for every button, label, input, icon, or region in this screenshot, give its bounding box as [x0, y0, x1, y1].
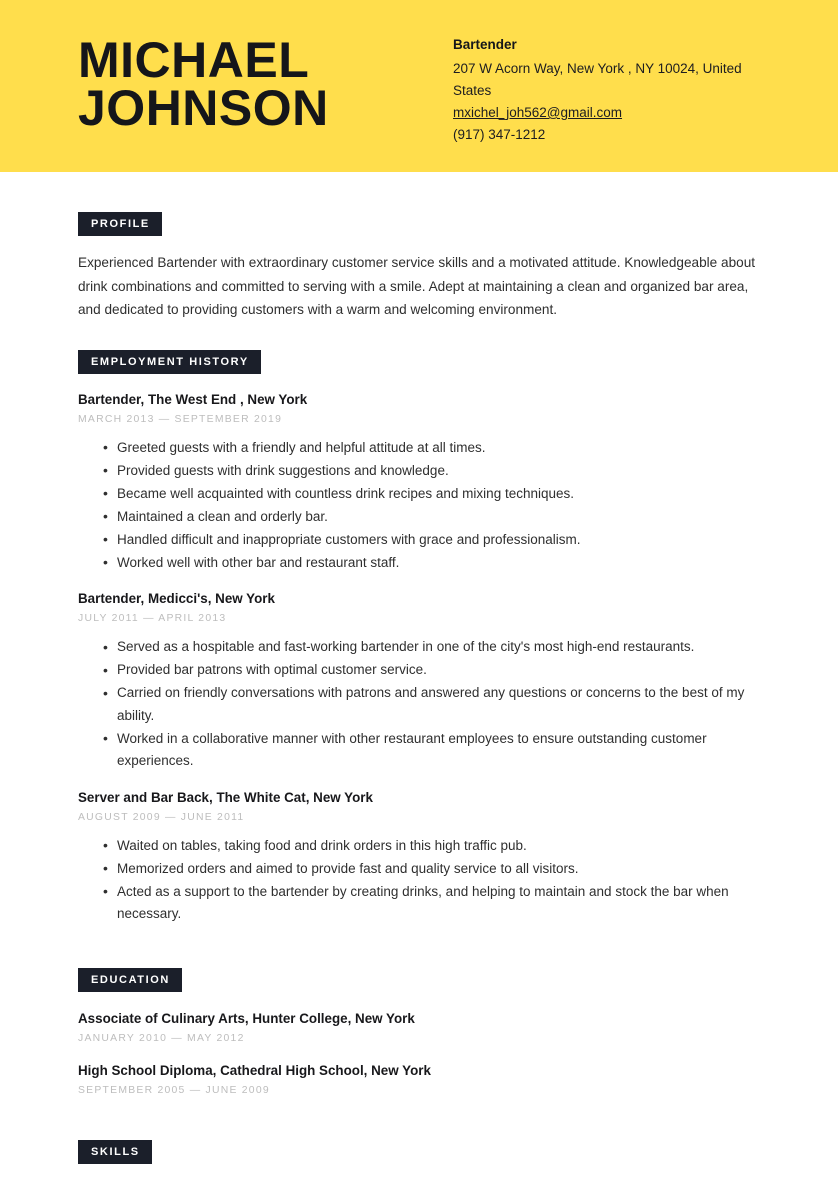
employment-entry: [78, 789, 760, 926]
education-entry-date: JANUARY 2010 — MAY 2012: [78, 1032, 245, 1044]
resume-header-band: [0, 0, 838, 172]
section-skills: [78, 1140, 760, 1204]
list-item: • Provided guests with drink suggestions and knowledge.: [103, 460, 760, 483]
resume-body: [0, 212, 838, 1204]
education-entry-date: SEPTEMBER 2005 — JUNE 2009: [78, 1084, 270, 1096]
section-education: [78, 968, 760, 1098]
name-last: JOHNSON: [78, 80, 329, 136]
contact-email-link[interactable]: mxichel_joh562@gmail.com: [453, 105, 623, 120]
candidate-name: [78, 32, 428, 136]
section-heading-education: EDUCATION: [78, 968, 182, 992]
list-item: • Handled difficult and inappropriate customers with grace and professionalism.: [103, 529, 760, 552]
employment-entry-title: Bartender, Medicci's, New York: [78, 591, 275, 606]
employment-entry-title: Bartender, The West End , New York: [78, 391, 308, 407]
contact-phone: (917) 347-1212: [453, 127, 546, 142]
education-entry: [78, 1062, 760, 1098]
education-entry-title: Associate of Culinary Arts, Hunter College, New York: [78, 1010, 415, 1026]
list-item: • Acted as a support to the bartender by creating drinks, and helping to maintain and stock the bar when necessary.: [103, 881, 760, 926]
profile-summary-text: Experienced Bartender with extraordinary customer service skills and a motivated attitude. Knowledgeable about drink combinations and committed to serving with a smile. Adept at maintaining a clean and organized bar area, and dedicated to providing customers with a warm and welcoming environment.: [78, 255, 756, 317]
employment-entry: [78, 391, 760, 575]
list-item: • Memorized orders and aimed to provide fast and quality service to all visitors.: [103, 858, 760, 881]
name-first: MICHAEL: [78, 32, 310, 88]
list-item: • Worked well with other bar and restaurant staff.: [103, 552, 760, 575]
list-item: • Carried on friendly conversations with patrons and answered any questions or concerns to the best of my ability.: [103, 682, 760, 727]
employment-entry-bullets: [78, 437, 760, 575]
section-profile: [78, 212, 760, 322]
employment-entry-date: MARCH 2013 — SEPTEMBER 2019: [78, 413, 283, 425]
list-item: • Worked in a collaborative manner with other restaurant employees to ensure outstanding customer experiences.: [103, 728, 760, 773]
section-heading-employment: EMPLOYMENT HISTORY: [78, 350, 261, 374]
education-entry: [78, 1010, 760, 1046]
job-role-label: Bartender: [453, 37, 517, 52]
section-employment-history: [78, 350, 760, 926]
employment-entry-bullets: [78, 835, 760, 926]
list-item: • Maintained a clean and orderly bar.: [103, 506, 760, 529]
education-entry-title: High School Diploma, Cathedral High School, New York: [78, 1062, 431, 1078]
contact-details: [453, 34, 773, 146]
list-item: • Greeted guests with a friendly and helpful attitude at all times.: [103, 437, 760, 460]
section-heading-skills: SKILLS: [78, 1140, 152, 1164]
employment-entry-date: JULY 2011 — APRIL 2013: [78, 613, 227, 624]
list-item: • Provided bar patrons with optimal customer service.: [103, 659, 760, 682]
list-item: • Waited on tables, taking food and drink orders in this high traffic pub.: [103, 835, 760, 858]
employment-entry: [78, 590, 760, 773]
employment-entry-title: Server and Bar Back, The White Cat, New York: [78, 789, 373, 805]
contact-address: 207 W Acorn Way, New York , NY 10024, United States: [453, 61, 742, 98]
employment-entry-date: AUGUST 2009 — JUNE 2011: [78, 811, 245, 823]
list-item: • Became well acquainted with countless drink recipes and mixing techniques.: [103, 483, 760, 506]
employment-entry-bullets: [78, 636, 760, 773]
list-item: • Served as a hospitable and fast-working bartender in one of the city's most high-end restaurants.: [103, 636, 760, 659]
section-heading-profile: PROFILE: [78, 212, 162, 236]
